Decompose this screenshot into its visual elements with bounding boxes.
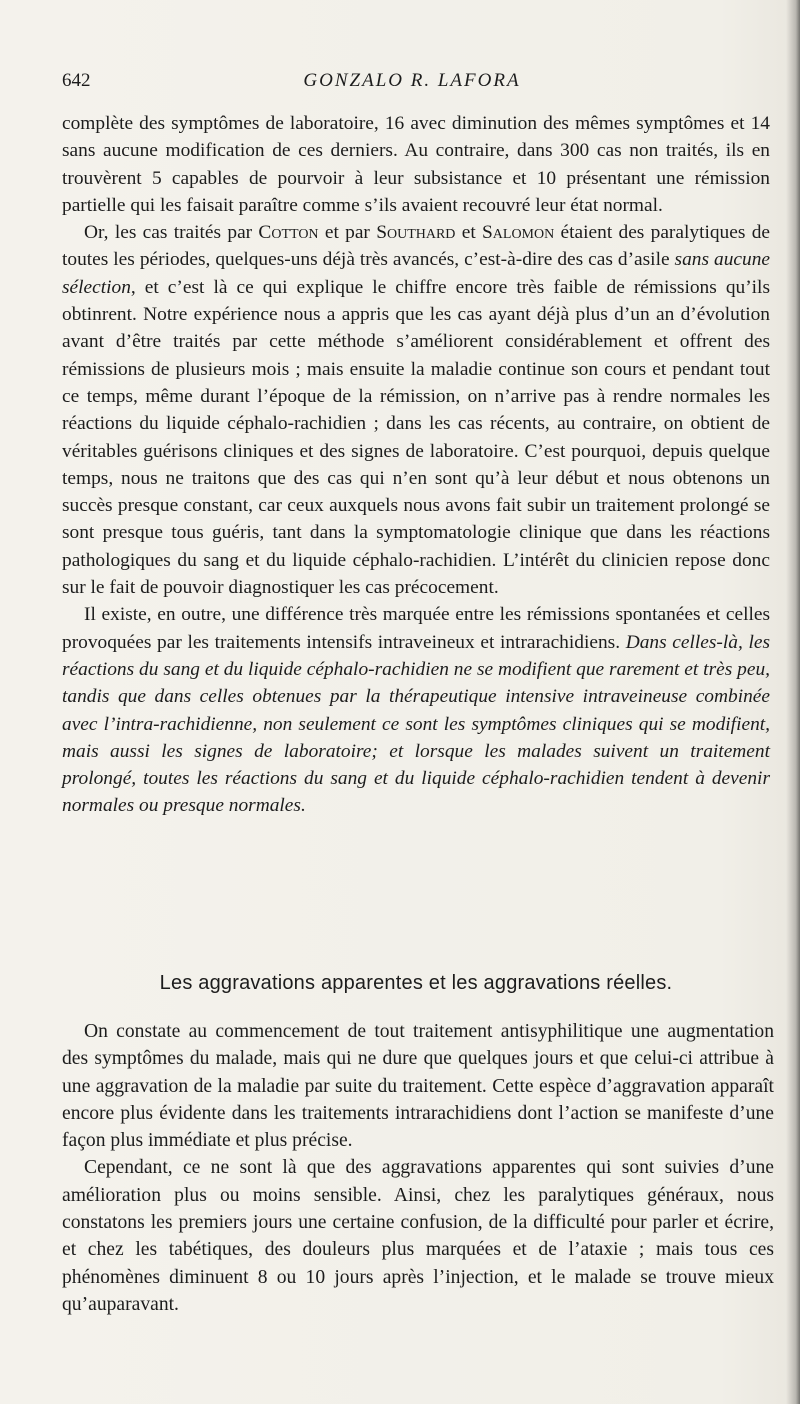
text-segment: Il existe, en outre, une différence très marquée entre les rémissions spontanées et celles provoquées par les traitements intensifs intraveineux et intrarachidiens. [62,604,770,653]
body-text-section [62,1018,774,1318]
body-text [62,110,770,820]
page-number: 642 [62,70,91,91]
text-segment: complète des symptômes de laboratoire, 16 avec diminution des mêmes symptômes et 14 sans aucune modification de ces derniers. Au contraire, dans 300 cas non traités, ils en trouvèrent 5 capables de pourvoir à leur subsistance et 10 présentant une rémission partielle qui les faisait paraître comme s’ils avaient recouvré leur état normal. [62,113,770,216]
paragraph [62,110,770,219]
page-edge-shadow [786,0,800,1404]
paragraph [62,1154,774,1318]
text-segment: Cependant, ce ne sont là que des aggravations apparentes qui sont suivies d’une amélioration plus ou moins sensible. Ainsi, chez les paralytiques généraux, nous constatons les premiers jours une certaine confusion, de la difficulté pour parler et écrire, et chez les tabétiques, des douleurs plus marquées et de l’ataxie ; mais tous ces phénomènes diminuent 8 ou 10 jours après l’injection, et le malade se trouve mieux qu’auparavant. [62,1157,774,1315]
text-segment: , et c’est là ce qui explique le chiffre encore très faible de rémissions qu’ils obtinrent. Notre expérience nous a appris que les cas ayant déjà plus d’un an d’évolution avant d’être traités par cette méthode s’améliorent considérablement et offrent des rémissions de plusieurs mois ; mais ensuite la maladie continue son cours et pendant tout ce temps, même durant l’époque de la rémission, on n’arrive pas à rendre normales les réactions du liquide céphalo-rachidien ; dans les cas récents, au contraire, on obtient de véritables guérisons cliniques et des signes de laboratoire. C’est pourquoi, depuis quelque temps, nous ne traitons que des cas qui n’en sont qu’à leur début et nous obtenons un succès presque constant, car ceux auxquels nous avons fait subir un traitement prolongé se sont presque tous guéris, tant dans la symptomatologie clinique que dans les réactions pathologiques du sang et du liquide céphalo-rachidien. L’intérêt du clinicien repose donc sur le fait de pouvoir diagnostiquer les cas précocement. [62,276,770,599]
text-segment: étaient des paralytiques de toutes les périodes, quelques-uns déjà très avancés, c’est-à-dire des cas d’asile [62,222,770,271]
paragraph [62,1018,774,1154]
text-segment: et [455,222,482,244]
author-name: Cotton [258,222,319,244]
text-segment: On constate au commencement de tout traitement antisyphilitique une augmentation des symptômes du malade, mais qui ne dure que quelques jours et que celui-ci attribue à une aggravation de la maladie par suite du traitement. Cette espèce d’aggravation apparaît encore plus évidente dans les traitements intrarachidiens dont l’action se manifeste d’une façon plus immédiate et plus précise. [62,1021,774,1152]
paragraph [62,219,770,601]
author-name: Southard [376,222,456,244]
section-heading: Les aggravations apparentes et les aggravations réelles. [159,972,673,994]
author-name: Salomon [482,222,555,244]
italic-text: Dans celles-là, les réactions du sang et du liquide céphalo-rachidien ne se modifient que rarement et très peu, tandis que dans celles obtenues par la thérapeutique intensive intraveineuse combinée avec l’intra-rachidienne, non seulement ce sont les symptômes cliniques qui se modifient, mais aussi les signes de laboratoire; et lorsque les malades suivent un traitement prolongé, toutes les réactions du sang et du liquide céphalo-rachidien tendent à devenir normales ou presque normales. [62,631,771,817]
running-head [62,70,762,94]
text-segment: Or, les cas traités par [84,222,259,244]
paragraph [62,601,770,819]
running-title: GONZALO R. LAFORA [303,70,521,91]
italic-text: sans aucune sélection [62,249,771,298]
text-segment: et par [318,222,377,244]
